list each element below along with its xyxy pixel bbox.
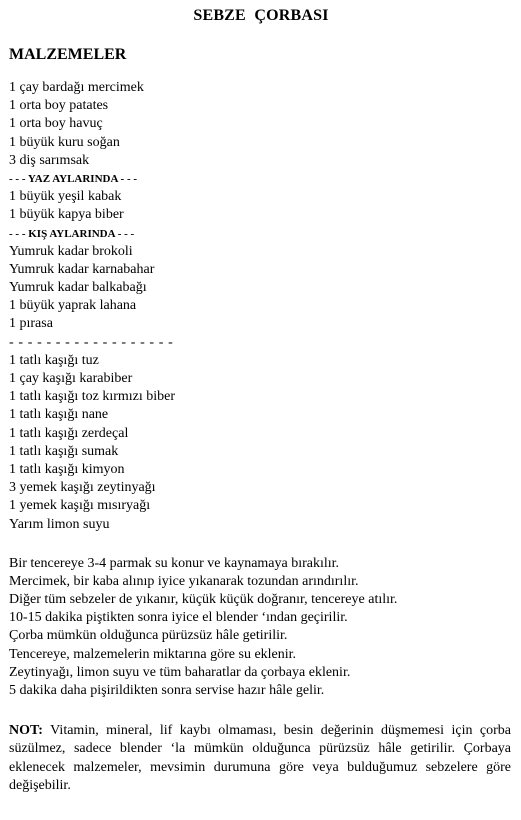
- instruction-step: Tencereye, malzemelerin miktarına göre su eklenir.: [9, 646, 297, 662]
- ingredient-item: 1 tatlı kaşığı toz kırmızı biber: [9, 389, 176, 405]
- ingredient-item: Yumruk kadar karnabahar: [9, 261, 155, 277]
- ingredient-item: 3 diş sarımsak: [9, 152, 90, 168]
- instruction-step: 5 dakika daha pişirildikten sonra servise hazır hâle gelir.: [9, 683, 325, 698]
- instruction-step: Çorba mümkün olduğunca pürüzsüz hâle getirilir.: [9, 628, 288, 644]
- note-paragraph: [9, 722, 513, 795]
- note-label: NOT:: [9, 723, 43, 739]
- instruction-step: Zeytinyağı, limon suyu ve tüm baharatlar da çorbaya eklenir.: [9, 664, 351, 680]
- ingredient-item: 1 çay bardağı mercimek: [9, 80, 144, 95]
- ingredient-item: 1 orta boy patates: [9, 98, 109, 114]
- ingredient-item: 1 çay kaşığı karabiber: [9, 371, 133, 386]
- ingredient-item: Yarım limon suyu: [9, 516, 110, 532]
- instruction-step: Bir tencereye 3-4 parmak su konur ve kaynamaya bırakılır.: [9, 555, 340, 571]
- ingredient-item: 1 tatlı kaşığı zerdeçal: [9, 425, 129, 441]
- ingredient-item: 1 tatlı kaşığı tuz: [9, 352, 99, 368]
- ingredient-item: 1 büyük yeşil kabak: [9, 189, 122, 205]
- ingredient-item: 1 orta boy havuç: [9, 116, 103, 132]
- ingredient-item: Yumruk kadar brokoli: [9, 243, 133, 259]
- ingredient-item: 1 yemek kaşığı mısıryağı: [9, 498, 151, 514]
- ingredient-item: 1 tatlı kaşığı kimyon: [9, 461, 125, 477]
- season-subheading: - - - YAZ AYLARINDA - - -: [9, 172, 138, 185]
- ingredient-item: 1 tatlı kaşığı nane: [9, 407, 109, 423]
- note-text: Vitamin, mineral, lif kaybı olmaması, besin değerinin düşmemesi için çorba süzülmez, sadece blender ‘la mümkün olduğunca pürüzsüz hâle getirilir. Çorbaya eklenecek malzemeler, mevsimin durumuna göre veya bulduğumuz sebzelere göre değişebilir.: [9, 723, 511, 794]
- instructions: [9, 555, 513, 701]
- ingredient-item: Yumruk kadar balkabağı: [9, 280, 147, 296]
- ingredients-list: [9, 79, 513, 534]
- instruction-step: Mercimek, bir kaba alınıp iyice yıkanarak tozundan arındırılır.: [9, 573, 359, 589]
- ingredients-heading: MALZEMELER: [9, 46, 127, 63]
- ingredient-item: 1 büyük yaprak lahana: [9, 298, 137, 314]
- ingredient-item: 1 pırasa: [9, 316, 53, 332]
- ingredient-item: 3 yemek kaşığı zeytinyağı: [9, 480, 156, 496]
- ingredient-item: 1 büyük kapya biber: [9, 207, 124, 223]
- separator-line: - - - - - - - - - - - - - - - - - -: [9, 334, 174, 350]
- season-subheading: - - - KIŞ AYLARINDA - - -: [9, 227, 135, 240]
- instruction-step: 10-15 dakika piştikten sonra iyice el blender ‘ından geçirilir.: [9, 610, 348, 626]
- ingredient-item: 1 büyük kuru soğan: [9, 134, 120, 150]
- instruction-step: Diğer tüm sebzeler de yıkanır, küçük küçük doğranır, tencereye atılır.: [9, 592, 398, 608]
- ingredient-item: 1 tatlı kaşığı sumak: [9, 443, 119, 459]
- page-title: SEBZE ÇORBASI: [193, 7, 329, 24]
